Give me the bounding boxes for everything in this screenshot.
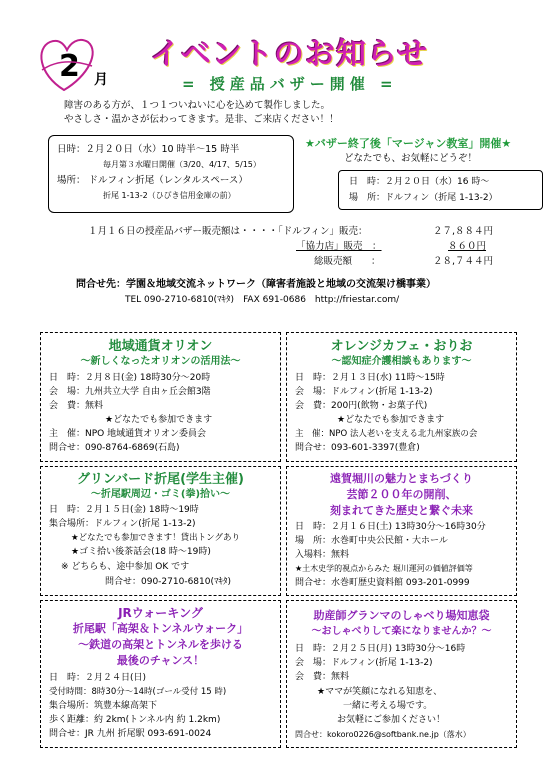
bazaar-date: 日時：２月２０日（水）10 時半～15 時半 <box>57 144 240 155</box>
event-line: 主 催：NPO 地域通貨オリオン委員会 <box>49 429 207 439</box>
workshop-welcome: どなたでも、お気軽にどうぞ！ <box>344 153 478 164</box>
page-title: イベントのお知らせ <box>150 37 429 72</box>
event-line: 場 所：水巻町中央公民館・大ホール <box>295 536 448 546</box>
event-title: 最後のチャンス！ <box>116 654 205 667</box>
intro-line-2: やさしさ・温かさが伝わってきます。是非、ご来店ください！！ <box>64 114 339 125</box>
event-title: グリンバード折尾(学生主催) <box>77 472 244 487</box>
event-line: 会 場：ドルフィン(折尾 1-13-2) <box>295 387 433 397</box>
workshop-details-box <box>338 170 543 210</box>
event-line: 受付時間：8時30分～14時(ゴール受付 15 時) <box>49 687 227 697</box>
event-line: 日 時：２月１３日(水) 11時～15時 <box>295 373 445 383</box>
event-title: ～鉄道の高架とトンネルを歩ける <box>78 638 243 651</box>
event-line: ★どなたでも参加できます！貸出トングあり <box>71 533 240 543</box>
event-line: 問合せ：kokoro0226@softbank.ne.jp（落水） <box>295 730 471 739</box>
event-line: 主 催：NPO 法人老いを支える北九州家族の会 <box>295 429 478 439</box>
event-line: 日 時：２月１５日(金) 18時～19時 <box>49 505 199 515</box>
contact-organization: 問合せ先：学園＆地域交流ネットワーク（障害者施設と地域の交流架け橋事業） <box>76 279 436 290</box>
event-line: 集合場所：ドルフィン(折尾 1-13-2) <box>49 519 196 529</box>
sales-total-label: 総販売額 ： <box>314 256 381 267</box>
event-line: 日 時：２月１６日(土) 13時30分～16時30分 <box>295 522 486 532</box>
month-badge <box>34 30 132 98</box>
workshop-title: ★バザー終了後「マージャン教室」開催★ <box>305 137 512 150</box>
bazaar-schedule-box <box>48 135 294 213</box>
event-line: ★どなたでも参加できます <box>105 415 213 425</box>
event-subtitle: ～認知症介護相談もあります～ <box>331 356 472 367</box>
event-line: ※ どちらも、途中参加 OK です <box>61 562 190 572</box>
event-line: 会 場：九州共立大学 自由ヶ丘会館3階 <box>49 387 211 397</box>
event-title: 芸節２００年の開削、 <box>346 488 457 501</box>
event-title: 刻まれてきた歴史と繋ぐ未来 <box>330 504 473 517</box>
month-number: 2 <box>59 49 80 84</box>
event-line: 問合せ：090-2710-6810(ﾏｷﾀ) <box>105 577 232 587</box>
event-line: 日 時：２月２４日(日) <box>49 673 147 683</box>
workshop-place: 場 所：ドルフィン（折尾 1-13-2） <box>349 193 498 204</box>
sales-kyoryoku-label: 「協力店」販売 ： <box>296 241 382 252</box>
event-card-green-bird <box>40 466 281 596</box>
page-subtitle: = 授産品バザー開催 = <box>182 75 398 93</box>
event-line: 会 費：無料 <box>49 401 104 411</box>
event-title: 折尾駅「高架＆トンネルウォーク」 <box>72 622 249 635</box>
event-title: 遠賀堀川の魅力とまちづくり <box>330 472 473 485</box>
event-line: 日 時：２月２５日(月) 13時30分～16時 <box>295 644 466 654</box>
event-card-onga-horikawa <box>286 466 517 596</box>
event-card-orange-cafe <box>286 332 517 462</box>
event-line: 集合場所：筑豊本線高架下 <box>49 701 158 711</box>
event-line: 問合せ：090-8764-6869(石島) <box>49 443 180 453</box>
event-line: ★ゴミ拾い後茶話会(18 時～19時) <box>71 547 211 557</box>
bazaar-recurring: 毎月第３水曜日開催（3/20、4/17、5/15） <box>103 159 261 169</box>
event-line: 会 場：ドルフィン(折尾 1-13-2) <box>295 658 433 668</box>
event-subtitle: ～おしゃべりして楽になりませんか？～ <box>311 626 492 637</box>
event-card-midwife <box>286 600 517 748</box>
bazaar-address: 折尾 1-13-2（ひびき信用金庫の前） <box>103 190 236 200</box>
event-card-jr-walking <box>40 600 281 748</box>
event-line: 入場料：無料 <box>295 550 350 560</box>
event-line: 日 時：２月８日(金) 18時30分～20時 <box>49 373 211 383</box>
event-line: ★土木史学的視点からみた 堀川運河の価値評価等 <box>295 564 473 573</box>
event-line: 問合せ：093-601-3397(豊倉) <box>295 443 420 453</box>
event-title: オレンジカフェ・おりお <box>330 339 473 354</box>
event-title: 地域通貨オリオン <box>108 339 213 354</box>
sales-intro: １月１６日の授産品バザー販売額は・・・・「ドルフィン」販売： <box>88 226 368 237</box>
event-line: 問合せ：水巻町歴史資料館 093-201-0999 <box>295 578 470 588</box>
event-line: ★どなたでも参加できます <box>337 415 445 425</box>
event-title: JRウォーキング <box>118 606 203 620</box>
sales-total-amount: ２８,７４４円 <box>433 256 494 267</box>
bazaar-place: 場所： ドルフィン折尾（レンタルスペース） <box>57 174 248 186</box>
event-line: 会 費：無料 <box>295 672 350 682</box>
event-line: ★ママが笑顔になれる知恵を、 <box>317 687 443 697</box>
contact-tel: TEL 090-2710-6810(ﾏｷﾀ) FAX 691-0686 http://friestar.com/ <box>125 295 400 305</box>
event-line: 歩く距離：約 2km(トンネル内 約 1.2km) <box>49 715 221 725</box>
event-subtitle: ～新しくなったオリオンの活用法～ <box>80 356 241 367</box>
event-line: お気軽にご参加ください！ <box>337 715 446 725</box>
sales-dolphin-amount: ２７,８８４円 <box>433 226 494 237</box>
sales-kyoryoku-amount: ８６０円 <box>448 241 487 252</box>
event-line: 会 費：200円(飲物・お菓子代) <box>295 401 428 411</box>
intro-line-1: 障害のある方が、１つ１ついねいに心を込めて製作しました。 <box>64 100 331 111</box>
workshop-date: 日 時：２月２０日（水）16 時～ <box>349 177 490 187</box>
event-subtitle: ～折尾駅周辺・ゴミ(拳)拾い～ <box>90 489 231 500</box>
month-suffix: 月 <box>94 72 108 88</box>
event-line: 問合せ：JR 九州 折尾駅 093-691-0024 <box>49 729 212 739</box>
event-card-orion <box>40 332 281 462</box>
event-title: 助産師グランマのしゃべり場知恵袋 <box>313 609 490 622</box>
event-line: 一緒に考える場です。 <box>343 701 433 711</box>
